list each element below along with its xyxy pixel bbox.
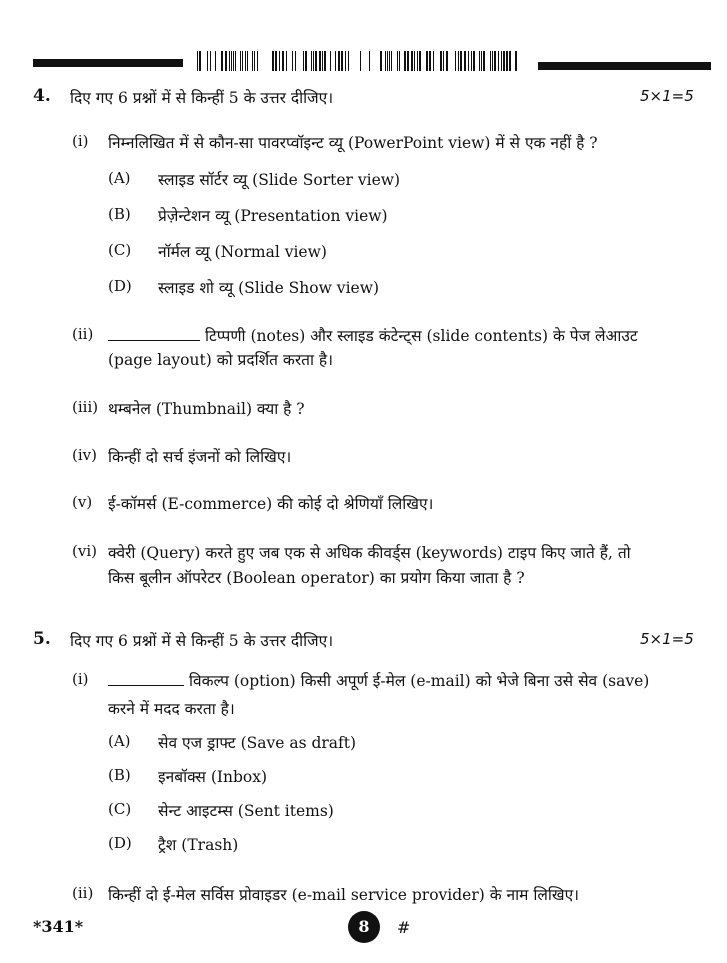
barcode-bar xyxy=(282,51,284,71)
barcode-bar xyxy=(506,51,508,71)
barcode-bar xyxy=(387,51,388,71)
barcode-bar xyxy=(338,51,340,71)
barcode-bar xyxy=(460,51,462,71)
barcode-bar xyxy=(345,51,346,71)
barcode-bar xyxy=(501,51,502,71)
barcode-bar xyxy=(315,51,317,71)
barcode-bar xyxy=(254,51,255,71)
barcode xyxy=(197,51,521,71)
barcode-bar xyxy=(419,51,421,71)
barcode-bar xyxy=(247,51,248,71)
barcode-bar xyxy=(481,51,482,71)
q4-iii-text: थम्बनेल (Thumbnail) क्या है ? xyxy=(108,400,305,418)
barcode-bar xyxy=(275,51,277,71)
q5-i-label: (i) xyxy=(72,670,89,688)
q5-i-line1: विकल्प (option) किसी अपूर्ण ई-मेल (e-mail) को भेजे बिना उसे सेव (save) xyxy=(188,672,650,690)
barcode-bar xyxy=(407,51,409,71)
barcode-bar xyxy=(417,51,418,71)
q5-marks: 5×1=5 xyxy=(640,630,694,648)
barcode-bar xyxy=(235,51,236,71)
q4-i-option-c-label: (C) xyxy=(108,241,132,259)
barcode-bar xyxy=(397,51,398,71)
q4-iv-label: (iv) xyxy=(72,446,97,464)
barcode-bar xyxy=(210,51,211,71)
page-number: 8 xyxy=(348,911,380,943)
barcode-bar xyxy=(272,51,274,71)
barcode-bar xyxy=(348,51,349,71)
barcode-bar xyxy=(490,51,491,71)
paper-code: *341* xyxy=(33,917,84,936)
q4-marks: 5×1=5 xyxy=(640,87,694,105)
q4-ii-line1-wrap xyxy=(108,324,638,346)
barcode-bar xyxy=(341,51,343,71)
q4-ii-line1: टिप्पणी (notes) और स्लाइड कंटेन्ट्स (slide contents) के पेज लेआउट xyxy=(204,327,638,345)
barcode-bar xyxy=(414,51,415,71)
barcode-bar xyxy=(199,51,201,71)
q5-ii-label: (ii) xyxy=(72,884,94,902)
q5-number: 5. xyxy=(33,629,51,649)
q5-instruction: दिए गए 6 प्रश्नों में से किन्हीं 5 के उत्तर दीजिए। xyxy=(70,632,334,650)
q5-i-option-c-text: सेन्ट आइटम्स (Sent items) xyxy=(158,802,334,820)
q4-i-text: निम्नलिखित में से कौन-सा पावरप्वॉइन्ट व्यू (PowerPoint view) में से एक नहीं है ? xyxy=(108,134,598,152)
header-bar-right xyxy=(538,62,711,70)
q4-ii-line2: (page layout) को प्रदर्शित करता है। xyxy=(108,351,334,369)
barcode-bar xyxy=(295,51,296,71)
barcode-bar xyxy=(257,51,258,71)
q4-vi-label: (vi) xyxy=(72,542,97,560)
barcode-bar xyxy=(391,51,392,71)
q5-ii-text: किन्हीं दो ई-मेल सर्विस प्रोवाइडर (e-mail service provider) के नाम लिखिए। xyxy=(108,886,580,904)
barcode-bar xyxy=(440,51,442,71)
barcode-bar xyxy=(411,51,413,71)
barcode-bar xyxy=(473,51,475,71)
barcode-bar xyxy=(429,51,431,71)
q4-vi-line2: किस बूलीन ऑपरेटर (Boolean operator) का प्रयोग किया जाता है ? xyxy=(108,569,525,587)
barcode-bar xyxy=(279,51,280,71)
barcode-bar xyxy=(464,51,466,71)
barcode-bar xyxy=(233,51,234,71)
barcode-bar xyxy=(305,51,307,71)
barcode-bar xyxy=(404,51,406,71)
barcode-bar xyxy=(322,51,323,71)
q5-i-option-c-label: (C) xyxy=(108,800,132,818)
barcode-bar xyxy=(515,51,517,71)
barcode-bar xyxy=(385,51,386,71)
barcode-bar xyxy=(369,51,370,71)
barcode-bar xyxy=(446,51,448,71)
barcode-bar xyxy=(229,51,230,71)
hash-mark: # xyxy=(397,918,411,937)
q4-i-option-b-text: प्रेज़ेन्टेशन व्यू (Presentation view) xyxy=(158,207,388,225)
barcode-bar xyxy=(324,51,326,71)
barcode-bar xyxy=(335,51,336,71)
barcode-bar xyxy=(479,51,480,71)
barcode-bar xyxy=(311,51,312,71)
barcode-bar xyxy=(494,51,496,71)
barcode-bar xyxy=(225,51,227,71)
q4-number: 4. xyxy=(33,86,51,106)
barcode-bar xyxy=(492,51,493,71)
q4-iv-text: किन्हीं दो सर्च इंजनों को लिखिए। xyxy=(108,448,292,466)
q4-vi-line1: क्वेरी (Query) करते हुए जब एक से अधिक कीवर्ड्स (keywords) टाइप किए जाते हैं, तो xyxy=(108,544,631,562)
barcode-bar xyxy=(330,51,331,71)
barcode-bar xyxy=(207,51,208,71)
q5-i-line1-wrap xyxy=(108,669,649,691)
barcode-bar xyxy=(509,51,511,71)
q5-i-option-b-label: (B) xyxy=(108,766,131,784)
q5-i-option-d-text: ट्रैश (Trash) xyxy=(158,836,239,854)
barcode-bar xyxy=(313,51,314,71)
q5-i-option-b-text: इनबॉक्स (Inbox) xyxy=(158,768,268,786)
header-bar-left xyxy=(33,59,183,67)
barcode-bar xyxy=(221,51,223,71)
q5-i-option-a-text: सेव एज ड्राफ्ट (Save as draft) xyxy=(158,734,357,752)
barcode-bar xyxy=(292,51,293,71)
q4-instruction: दिए गए 6 प्रश्नों में से किन्हीं 5 के उत्तर दीजिए। xyxy=(70,89,334,107)
barcode-bar xyxy=(426,51,428,71)
barcode-bar xyxy=(380,51,382,71)
q4-i-option-c-text: नॉर्मल व्यू (Normal view) xyxy=(158,243,327,261)
q5-i-option-d-label: (D) xyxy=(108,834,132,852)
q4-i-label: (i) xyxy=(72,132,89,150)
barcode-bar xyxy=(360,51,361,71)
q4-i-option-b-label: (B) xyxy=(108,205,131,223)
barcode-bar xyxy=(455,51,456,71)
barcode-bar xyxy=(503,51,505,71)
barcode-bar xyxy=(319,51,321,71)
q4-v-text: ई-कॉमर्स (E-commerce) की कोई दो श्रेणियाँ लिखिए। xyxy=(108,495,434,513)
q4-ii-label: (ii) xyxy=(72,325,94,343)
answer-blank xyxy=(108,671,184,686)
answer-blank xyxy=(108,326,200,341)
q5-i-line2: करने में मदद करता है। xyxy=(108,700,235,718)
barcode-bar xyxy=(471,51,472,71)
q4-i-option-a-text: स्लाइड सॉर्टर व्यू (Slide Sorter view) xyxy=(158,171,401,189)
q4-i-option-d-text: स्लाइड शो व्यू (Slide Show view) xyxy=(158,279,380,297)
barcode-bar xyxy=(245,51,246,71)
q4-iii-label: (iii) xyxy=(72,398,99,416)
barcode-bar xyxy=(240,51,241,71)
barcode-bar xyxy=(443,51,444,71)
barcode-bar xyxy=(286,51,287,71)
barcode-bar xyxy=(468,51,469,71)
barcode-bar xyxy=(399,51,400,71)
barcode-bar xyxy=(215,51,216,71)
q4-v-label: (v) xyxy=(72,493,93,511)
barcode-bar xyxy=(458,51,459,71)
barcode-bar xyxy=(242,51,243,71)
barcode-bar xyxy=(389,51,390,71)
q4-i-option-d-label: (D) xyxy=(108,277,132,295)
barcode-bar xyxy=(483,51,485,71)
barcode-bar xyxy=(252,51,253,71)
barcode-bar xyxy=(498,51,499,71)
q4-i-option-a-label: (A) xyxy=(108,169,131,187)
barcode-bar xyxy=(433,51,434,71)
barcode-bar xyxy=(303,51,304,71)
q5-i-option-a-label: (A) xyxy=(108,732,131,750)
barcode-bar xyxy=(231,51,232,71)
barcode-bar xyxy=(197,51,198,71)
